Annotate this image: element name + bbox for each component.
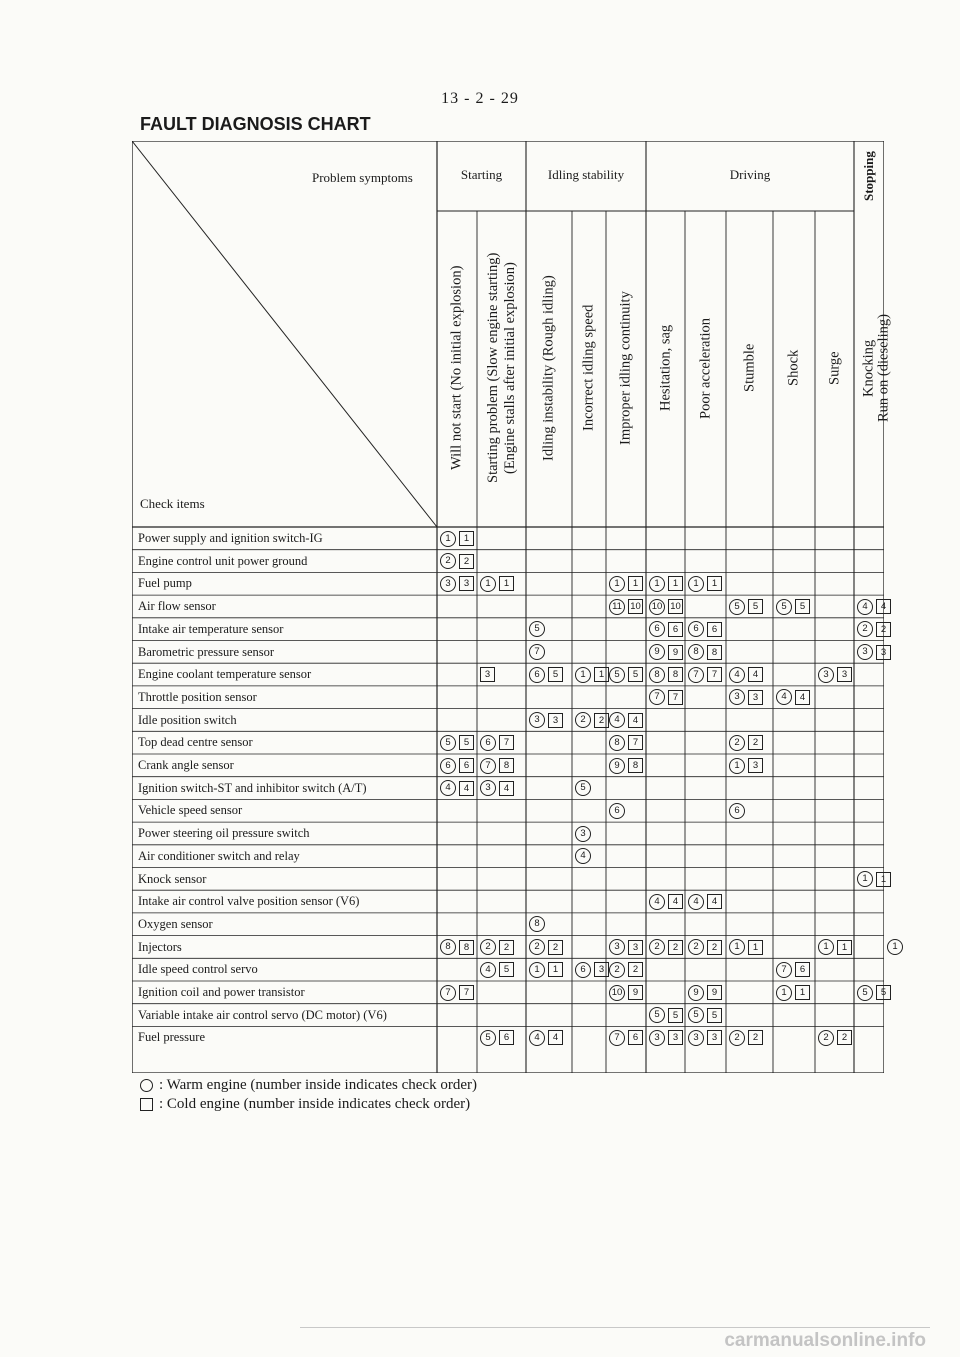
warm-order-badge: 4 bbox=[575, 848, 591, 864]
warm-order-badge: 5 bbox=[529, 621, 545, 637]
check-order-cell bbox=[609, 755, 643, 776]
warm-order-badge: 10 bbox=[649, 599, 665, 615]
check-order-cell bbox=[818, 1027, 852, 1048]
cold-order-badge: 1 bbox=[628, 576, 643, 591]
cold-order-badge: 1 bbox=[876, 872, 891, 887]
warm-order-badge: 1 bbox=[857, 871, 873, 887]
cold-order-badge: 2 bbox=[748, 1030, 763, 1045]
cold-order-badge: 3 bbox=[459, 576, 474, 591]
cold-order-badge: 10 bbox=[668, 599, 683, 614]
cold-order-badge: 1 bbox=[795, 985, 810, 1000]
check-order-cell bbox=[529, 642, 545, 663]
check-order-cell bbox=[529, 914, 545, 935]
warm-order-badge: 6 bbox=[529, 667, 545, 683]
warm-order-badge: 3 bbox=[688, 1030, 704, 1046]
cold-order-badge: 5 bbox=[795, 599, 810, 614]
check-item-label: Top dead centre sensor bbox=[138, 735, 253, 750]
warm-order-badge: 5 bbox=[609, 667, 625, 683]
cold-order-badge: 4 bbox=[668, 894, 683, 909]
cold-order-badge: 1 bbox=[668, 576, 683, 591]
cold-order-badge: 3 bbox=[748, 758, 763, 773]
warm-order-badge: 1 bbox=[776, 985, 792, 1001]
check-item-label: Variable intake air control servo (DC motor) (V6) bbox=[138, 1007, 387, 1022]
warm-order-badge: 9 bbox=[609, 758, 625, 774]
symptom-header-line: Knocking bbox=[860, 339, 877, 397]
check-item-label: Engine control unit power ground bbox=[138, 553, 308, 568]
check-order-cell bbox=[688, 619, 722, 640]
check-order-cell bbox=[818, 937, 852, 958]
warm-order-badge: 3 bbox=[609, 939, 625, 955]
check-order-cell bbox=[688, 937, 722, 958]
cold-order-badge: 2 bbox=[748, 735, 763, 750]
symptom-header-line: Starting problem (Slow engine starting) bbox=[484, 252, 501, 484]
warm-order-badge: 1 bbox=[440, 531, 456, 547]
cold-order-badge: 1 bbox=[707, 576, 722, 591]
symptom-header bbox=[777, 213, 811, 523]
check-order-cell bbox=[729, 937, 763, 958]
cold-order-badge: 3 bbox=[628, 940, 643, 955]
warm-order-badge: 4 bbox=[688, 894, 704, 910]
cold-order-badge: 3 bbox=[837, 667, 852, 682]
cold-order-badge: 5 bbox=[628, 667, 643, 682]
symptom-header bbox=[689, 213, 723, 523]
check-order-cell bbox=[440, 982, 474, 1003]
group-header: Idling stability bbox=[547, 167, 625, 182]
warm-order-badge: 4 bbox=[440, 780, 456, 796]
cold-order-badge: 2 bbox=[499, 940, 514, 955]
check-item-label: Ignition switch-ST and inhibitor switch (A/T) bbox=[138, 780, 367, 795]
corner-check-items: Check items bbox=[140, 496, 205, 511]
warm-order-badge: 5 bbox=[575, 780, 591, 796]
legend-warm bbox=[140, 1077, 477, 1094]
warm-order-badge: 2 bbox=[857, 621, 873, 637]
check-order-cell bbox=[649, 619, 683, 640]
cold-order-badge: 9 bbox=[707, 985, 722, 1000]
cold-order-badge: 8 bbox=[499, 758, 514, 773]
check-order-cell bbox=[609, 800, 625, 821]
cold-order-badge: 5 bbox=[876, 985, 891, 1000]
check-item-label: Engine coolant temperature sensor bbox=[138, 667, 312, 682]
check-item-label: Fuel pump bbox=[138, 576, 192, 591]
symptom-header-line: Will not start (No initial explosion) bbox=[448, 265, 465, 471]
warm-order-badge: 7 bbox=[688, 667, 704, 683]
page-number: 13 - 2 - 29 bbox=[441, 90, 519, 107]
warm-order-badge: 7 bbox=[609, 1030, 625, 1046]
symptom-header bbox=[485, 213, 519, 523]
warm-order-badge: 5 bbox=[776, 599, 792, 615]
warm-order-badge: 1 bbox=[575, 667, 591, 683]
check-order-cell bbox=[440, 937, 474, 958]
cold-order-badge: 5 bbox=[748, 599, 763, 614]
check-order-cell bbox=[440, 778, 474, 799]
warm-order-badge: 9 bbox=[688, 985, 704, 1001]
cold-order-badge: 1 bbox=[748, 940, 763, 955]
warm-order-badge: 7 bbox=[480, 758, 496, 774]
check-order-cell bbox=[480, 778, 514, 799]
cold-order-badge: 7 bbox=[668, 690, 683, 705]
warm-order-badge: 6 bbox=[688, 621, 704, 637]
check-order-cell bbox=[729, 800, 745, 821]
warm-order-badge: 1 bbox=[818, 939, 834, 955]
footer-rule bbox=[300, 1327, 930, 1328]
check-order-cell bbox=[609, 982, 643, 1003]
cold-order-badge: 7 bbox=[459, 985, 474, 1000]
cold-order-badge: 2 bbox=[876, 622, 891, 637]
warm-order-badge: 2 bbox=[440, 553, 456, 569]
check-order-cell bbox=[776, 959, 810, 980]
check-order-cell bbox=[857, 982, 891, 1003]
cold-order-badge: 8 bbox=[459, 940, 474, 955]
cold-order-badge: 4 bbox=[459, 781, 474, 796]
warm-order-badge: 4 bbox=[480, 962, 496, 978]
page-title: FAULT DIAGNOSIS CHART bbox=[140, 114, 371, 134]
warm-order-badge: 6 bbox=[729, 803, 745, 819]
warm-order-badge: 1 bbox=[649, 576, 665, 592]
warm-order-badge: 3 bbox=[649, 1030, 665, 1046]
warm-order-badge: 5 bbox=[649, 1007, 665, 1023]
check-item-label: Power steering oil pressure switch bbox=[138, 826, 310, 841]
check-order-cell bbox=[609, 710, 643, 731]
check-order-cell bbox=[609, 959, 643, 980]
check-order-cell bbox=[440, 573, 474, 594]
cold-order-badge: 3 bbox=[548, 713, 563, 728]
check-order-cell bbox=[776, 982, 810, 1003]
legend-cold bbox=[140, 1096, 470, 1113]
square-symbol-icon bbox=[140, 1098, 153, 1111]
warm-order-badge: 6 bbox=[609, 803, 625, 819]
cold-order-badge: 4 bbox=[707, 894, 722, 909]
check-order-cell bbox=[609, 1027, 643, 1048]
symptom-header-line: Run on (dieseling) bbox=[875, 314, 892, 422]
warm-order-badge: 5 bbox=[729, 599, 745, 615]
cold-order-badge: 2 bbox=[707, 940, 722, 955]
symptom-header bbox=[649, 213, 683, 523]
check-item-label: Fuel pressure bbox=[138, 1030, 205, 1045]
cold-order-badge: 6 bbox=[499, 1030, 514, 1045]
warm-order-badge: 2 bbox=[480, 939, 496, 955]
cold-order-badge: 2 bbox=[548, 940, 563, 955]
warm-order-badge: 8 bbox=[609, 735, 625, 751]
warm-order-badge: 2 bbox=[729, 1030, 745, 1046]
warm-order-badge: 2 bbox=[529, 939, 545, 955]
cold-order-badge: 9 bbox=[668, 645, 683, 660]
check-order-cell bbox=[649, 687, 683, 708]
check-item-label: Idle position switch bbox=[138, 712, 237, 727]
group-header: Driving bbox=[729, 167, 771, 182]
cold-order-badge: 3 bbox=[480, 667, 495, 682]
warm-order-badge: 8 bbox=[529, 916, 545, 932]
check-order-cell bbox=[857, 869, 891, 890]
check-order-cell bbox=[575, 778, 591, 799]
cold-order-badge: 5 bbox=[499, 962, 514, 977]
warm-order-badge: 3 bbox=[575, 826, 591, 842]
warm-order-badge: 3 bbox=[529, 712, 545, 728]
cold-order-badge: 1 bbox=[594, 667, 609, 682]
symptom-header-line: Shock bbox=[785, 349, 802, 387]
check-order-cell bbox=[529, 619, 545, 640]
symptom-header bbox=[867, 213, 901, 523]
check-item-label: Crank angle sensor bbox=[138, 758, 234, 772]
check-order-cell bbox=[609, 937, 643, 958]
check-order-cell bbox=[609, 732, 643, 753]
check-order-cell bbox=[649, 573, 683, 594]
check-order-cell bbox=[857, 596, 891, 617]
warm-order-badge: 1 bbox=[729, 758, 745, 774]
check-order-cell bbox=[480, 1027, 514, 1048]
cold-order-badge: 6 bbox=[707, 622, 722, 637]
cold-order-badge: 1 bbox=[548, 962, 563, 977]
warm-order-badge: 4 bbox=[609, 712, 625, 728]
warm-order-badge: 11 bbox=[609, 599, 625, 615]
cold-order-badge: 3 bbox=[876, 645, 891, 660]
check-order-cell bbox=[857, 619, 891, 640]
watermark: carmanualsonline.info bbox=[724, 1330, 926, 1351]
cold-order-badge: 6 bbox=[795, 962, 810, 977]
cold-order-badge: 3 bbox=[707, 1030, 722, 1045]
warm-order-badge: 7 bbox=[529, 644, 545, 660]
cold-order-badge: 4 bbox=[499, 781, 514, 796]
check-item-label: Vehicle speed sensor bbox=[138, 803, 243, 818]
warm-order-badge: 4 bbox=[529, 1030, 545, 1046]
warm-order-badge: 4 bbox=[857, 599, 873, 615]
warm-order-badge: 3 bbox=[440, 576, 456, 592]
symptom-header-line: (Engine stalls after initial explosion) bbox=[501, 262, 518, 474]
symptom-header bbox=[609, 213, 643, 523]
check-order-cell bbox=[440, 551, 474, 572]
cold-order-badge: 4 bbox=[876, 599, 891, 614]
cold-order-badge: 7 bbox=[628, 735, 643, 750]
check-order-cell bbox=[729, 1027, 763, 1048]
check-order-cell bbox=[688, 642, 722, 663]
check-order-cell bbox=[729, 596, 763, 617]
symptom-header bbox=[733, 213, 767, 523]
symptom-header-line: Idling instability (Rough idling) bbox=[540, 275, 557, 461]
warm-order-badge: 8 bbox=[688, 644, 704, 660]
warm-order-badge: 7 bbox=[776, 962, 792, 978]
warm-order-badge: 2 bbox=[649, 939, 665, 955]
warm-order-badge: 7 bbox=[440, 985, 456, 1001]
warm-order-badge: 3 bbox=[729, 689, 745, 705]
check-order-cell bbox=[729, 687, 763, 708]
check-order-cell bbox=[649, 1027, 683, 1048]
check-order-cell bbox=[480, 959, 514, 980]
check-order-cell bbox=[529, 664, 563, 685]
warm-order-badge: 8 bbox=[440, 939, 456, 955]
check-item-label: Barometric pressure sensor bbox=[138, 644, 275, 659]
check-order-cell bbox=[688, 664, 722, 685]
symptom-header bbox=[532, 213, 566, 523]
warm-order-badge: 3 bbox=[480, 780, 496, 796]
legend-warm-text: : Warm engine (number inside indicates check order) bbox=[159, 1077, 477, 1093]
warm-order-badge: 1 bbox=[887, 939, 903, 955]
cold-order-badge: 5 bbox=[459, 735, 474, 750]
warm-order-badge: 2 bbox=[818, 1030, 834, 1046]
cold-order-badge: 4 bbox=[628, 713, 643, 728]
check-order-cell bbox=[649, 642, 683, 663]
check-item-label: Power supply and ignition switch-IG bbox=[138, 531, 323, 545]
check-order-cell bbox=[688, 573, 722, 594]
check-item-label: Intake air temperature sensor bbox=[138, 621, 284, 636]
cold-order-badge: 8 bbox=[628, 758, 643, 773]
check-order-cell bbox=[649, 596, 683, 617]
check-item-label: Air conditioner switch and relay bbox=[138, 848, 300, 863]
warm-order-badge: 4 bbox=[649, 894, 665, 910]
circle-symbol-icon bbox=[140, 1079, 153, 1092]
corner-problem-symptoms: Problem symptoms bbox=[312, 170, 413, 185]
check-item-label: Air flow sensor bbox=[138, 599, 216, 614]
cold-order-badge: 9 bbox=[628, 985, 643, 1000]
warm-order-badge: 4 bbox=[776, 689, 792, 705]
symptom-header-line: Incorrect idling speed bbox=[580, 304, 597, 432]
check-order-cell bbox=[688, 891, 722, 912]
check-order-cell bbox=[575, 846, 591, 867]
fault-diagnosis-table bbox=[132, 141, 898, 1073]
check-order-cell bbox=[575, 959, 609, 980]
warm-order-badge: 1 bbox=[529, 962, 545, 978]
cold-order-badge: 5 bbox=[707, 1008, 722, 1023]
warm-order-badge: 7 bbox=[649, 689, 665, 705]
check-order-cell bbox=[609, 664, 643, 685]
cold-order-badge: 8 bbox=[668, 667, 683, 682]
cold-order-badge: 6 bbox=[628, 1030, 643, 1045]
check-order-cell bbox=[575, 664, 609, 685]
check-order-cell bbox=[688, 982, 722, 1003]
warm-order-badge: 6 bbox=[575, 962, 591, 978]
cold-order-badge: 4 bbox=[548, 1030, 563, 1045]
check-order-cell bbox=[857, 642, 891, 663]
warm-order-badge: 1 bbox=[729, 939, 745, 955]
check-order-cell bbox=[609, 596, 643, 617]
check-order-cell bbox=[440, 732, 474, 753]
check-order-cell bbox=[818, 664, 852, 685]
cold-order-badge: 7 bbox=[707, 667, 722, 682]
cold-order-badge: 1 bbox=[459, 531, 474, 546]
check-item-label: Oxygen sensor bbox=[138, 916, 213, 931]
check-order-cell bbox=[688, 1027, 722, 1048]
check-order-cell bbox=[729, 755, 763, 776]
cold-order-badge: 3 bbox=[594, 962, 609, 977]
check-order-cell bbox=[440, 755, 474, 776]
check-order-cell bbox=[609, 573, 643, 594]
warm-order-badge: 2 bbox=[609, 962, 625, 978]
check-item-label: Injectors bbox=[138, 939, 182, 954]
cold-order-badge: 2 bbox=[628, 962, 643, 977]
group-header: Starting bbox=[460, 167, 503, 182]
symptom-header-line: Poor acceleration bbox=[697, 317, 713, 419]
symptom-header-line: Surge bbox=[826, 351, 842, 385]
warm-order-badge: 2 bbox=[688, 939, 704, 955]
cold-order-badge: 3 bbox=[748, 690, 763, 705]
check-order-cell bbox=[480, 937, 514, 958]
symptom-header-line: Stumble bbox=[741, 343, 757, 393]
warm-order-badge: 5 bbox=[688, 1007, 704, 1023]
warm-order-badge: 6 bbox=[649, 621, 665, 637]
warm-order-badge: 5 bbox=[480, 1030, 496, 1046]
check-order-cell bbox=[649, 937, 683, 958]
legend-cold-text: : Cold engine (number inside indicates check order) bbox=[159, 1096, 471, 1112]
check-item-label: Ignition coil and power transistor bbox=[138, 985, 305, 999]
warm-order-badge: 1 bbox=[609, 576, 625, 592]
warm-order-badge: 2 bbox=[575, 712, 591, 728]
check-order-cell bbox=[529, 937, 563, 958]
symptom-header bbox=[818, 213, 852, 523]
group-header: Stopping bbox=[861, 151, 876, 201]
cold-order-badge: 4 bbox=[748, 667, 763, 682]
check-item-label: Throttle position sensor bbox=[138, 689, 257, 704]
cold-order-badge: 2 bbox=[668, 940, 683, 955]
warm-order-badge: 10 bbox=[609, 985, 625, 1001]
check-order-cell bbox=[776, 596, 810, 617]
check-order-cell bbox=[649, 891, 683, 912]
check-order-cell bbox=[575, 710, 609, 731]
check-item-label: Intake air control valve position sensor (V6) bbox=[138, 894, 360, 909]
symptom-header-line: Hesitation, sag bbox=[657, 324, 673, 412]
cold-order-badge: 2 bbox=[459, 554, 474, 569]
cold-order-badge: 6 bbox=[668, 622, 683, 637]
cold-order-badge: 5 bbox=[668, 1008, 683, 1023]
warm-order-badge: 4 bbox=[729, 667, 745, 683]
check-item-label: Idle speed control servo bbox=[138, 962, 258, 977]
warm-order-badge: 3 bbox=[857, 644, 873, 660]
cold-order-badge: 6 bbox=[459, 758, 474, 773]
warm-order-badge: 5 bbox=[440, 735, 456, 751]
check-order-cell bbox=[688, 1005, 722, 1026]
warm-order-badge: 6 bbox=[480, 735, 496, 751]
symptom-header bbox=[440, 213, 474, 523]
symptom-header-line: Improper idling continuity bbox=[617, 291, 634, 445]
warm-order-badge: 1 bbox=[688, 576, 704, 592]
cold-order-badge: 1 bbox=[837, 940, 852, 955]
cold-order-badge: 10 bbox=[628, 599, 643, 614]
check-order-cell bbox=[649, 664, 683, 685]
check-order-cell bbox=[529, 959, 563, 980]
check-order-cell bbox=[887, 937, 903, 958]
warm-order-badge: 6 bbox=[440, 758, 456, 774]
corner-diagonal bbox=[132, 141, 437, 527]
cold-order-badge: 1 bbox=[499, 576, 514, 591]
warm-order-badge: 8 bbox=[649, 667, 665, 683]
check-order-cell bbox=[480, 755, 514, 776]
check-order-cell bbox=[575, 823, 591, 844]
warm-order-badge: 9 bbox=[649, 644, 665, 660]
cold-order-badge: 2 bbox=[594, 713, 609, 728]
check-order-cell bbox=[440, 528, 474, 549]
warm-order-badge: 1 bbox=[480, 576, 496, 592]
cold-order-badge: 8 bbox=[707, 645, 722, 660]
check-order-cell bbox=[776, 687, 810, 708]
cold-order-badge: 2 bbox=[837, 1030, 852, 1045]
warm-order-badge: 5 bbox=[857, 985, 873, 1001]
check-order-cell bbox=[529, 710, 563, 731]
check-order-cell bbox=[729, 664, 763, 685]
warm-order-badge: 3 bbox=[818, 667, 834, 683]
check-order-cell bbox=[729, 732, 763, 753]
warm-order-badge: 2 bbox=[729, 735, 745, 751]
cold-order-badge: 5 bbox=[548, 667, 563, 682]
check-order-cell bbox=[480, 732, 514, 753]
cold-order-badge: 3 bbox=[668, 1030, 683, 1045]
symptom-header bbox=[572, 213, 606, 523]
check-order-cell bbox=[480, 573, 514, 594]
cold-order-badge: 7 bbox=[499, 735, 514, 750]
check-order-cell bbox=[529, 1027, 563, 1048]
cold-order-badge: 4 bbox=[795, 690, 810, 705]
check-order-cell bbox=[649, 1005, 683, 1026]
check-item-label: Knock sensor bbox=[138, 871, 207, 886]
check-order-cell bbox=[480, 664, 495, 685]
